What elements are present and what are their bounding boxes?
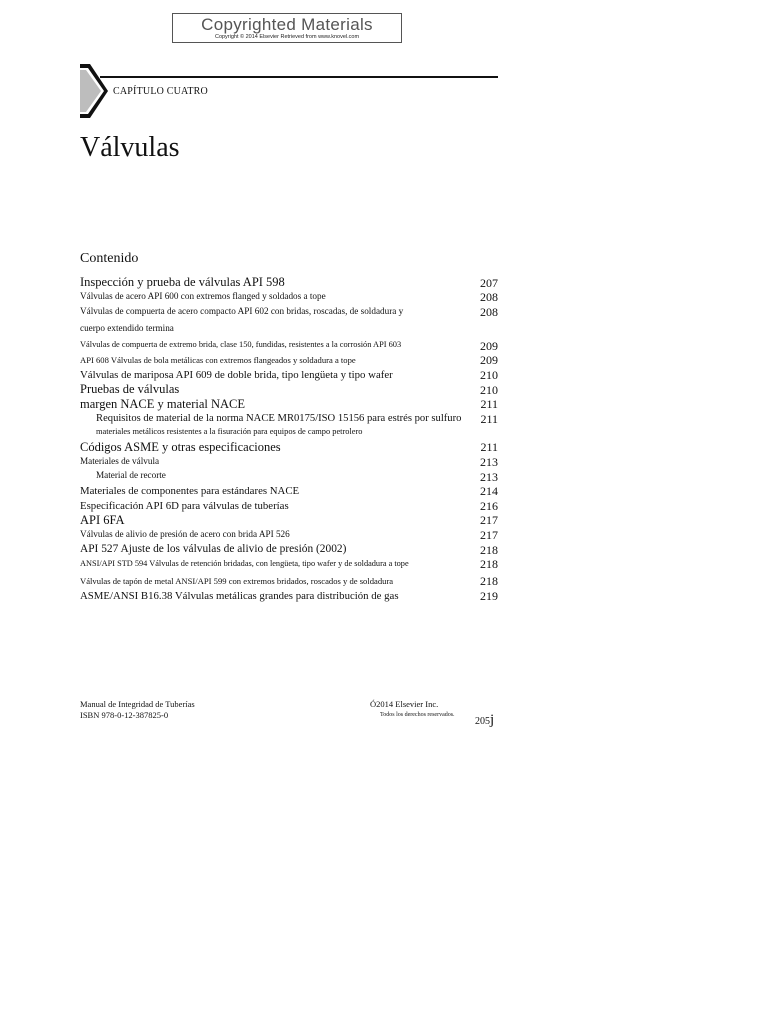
toc-entry[interactable] [80, 335, 500, 352]
chapter-rule [100, 76, 498, 78]
chapter-chevron-icon [80, 64, 110, 118]
toc-entry-page: 209 [480, 353, 498, 368]
footer-copyright-line: Ó2014 Elsevier Inc. [370, 699, 439, 709]
toc-entry-title: margen NACE y material NACE [80, 396, 246, 411]
toc-entry-title: Válvulas de compuerta de extremo brida, clase 150, fundidas, resistentes a la corrosión API 603 [80, 340, 402, 350]
toc-entry-title: Códigos ASME y otras especificaciones [80, 439, 281, 454]
toc-entry-title: Válvulas de compuerta de acero compacto API 602 con bridas, roscadas, de soldadura y [80, 305, 404, 316]
toc-entry-title: materiales metálicos resistentes a la fisuración para equipos de campo petrolero [96, 427, 363, 437]
toc-entry[interactable] [80, 396, 500, 411]
toc-entry-page: 217 [480, 527, 498, 542]
toc-entry[interactable] [80, 352, 500, 367]
toc-entry-page: 217 [480, 513, 498, 528]
toc-entry[interactable] [80, 587, 500, 602]
toc-entry[interactable] [80, 410, 500, 425]
toc-entry-title: API 608 Válvulas de bola metálicas con extremos flangeados y soldadura a tope [80, 354, 356, 365]
toc-entry-title: ASME/ANSI B16.38 Válvulas metálicas grandes para distribución de gas [80, 589, 399, 602]
toc-entry[interactable] [80, 381, 500, 396]
chapter-title: Válvulas [80, 132, 180, 163]
toc-entry-title: Válvulas de tapón de metal ANSI/API 599 con extremos bridados, roscados y de soldadura [80, 575, 394, 586]
banner-title: Copyrighted Materials [201, 15, 373, 34]
toc-entry-title: Válvulas de alivio de presión de acero con brida API 526 [80, 528, 290, 539]
toc-entry[interactable] [80, 512, 500, 527]
toc-entry-title: cuerpo extendido termina [80, 322, 174, 333]
page-number [475, 712, 494, 729]
footer-copyright [370, 699, 455, 720]
page-mark: j [490, 712, 495, 728]
copyright-banner [172, 13, 402, 43]
toc-entry-page: 218 [480, 557, 498, 572]
footer-book-info [80, 699, 195, 720]
toc-entry-page: 213 [480, 469, 498, 484]
toc-entry[interactable] [80, 303, 500, 318]
toc-entry[interactable] [80, 556, 500, 571]
toc-entry-title: ANSI/API STD 594 Válvulas de retención bridadas, con lengüeta, tipo wafer y de soldadura a tope [80, 558, 409, 568]
contents-heading: Contenido [80, 251, 139, 266]
toc-entry-page: 214 [480, 484, 498, 499]
toc-entry-title: Materiales de válvula [80, 455, 160, 466]
toc-entry[interactable] [80, 318, 500, 335]
toc-entry-title: Válvulas de acero API 600 con extremos flanged y soldados a tope [80, 290, 326, 301]
toc-entry[interactable] [80, 439, 500, 454]
table-of-contents [80, 274, 500, 602]
toc-entry[interactable] [80, 289, 500, 304]
toc-entry-page: 211 [480, 397, 498, 412]
banner-subtitle: Copyright © 2014 Elsevier Retrieved from www.knovel.com [214, 34, 360, 40]
toc-entry[interactable] [80, 366, 500, 381]
chapter-label: CAPÍTULO CUATRO [113, 86, 208, 97]
toc-entry-page: 207 [480, 275, 498, 290]
toc-entry-page: 219 [480, 588, 498, 603]
toc-entry[interactable] [80, 541, 500, 556]
toc-entry-page: 216 [480, 498, 498, 513]
toc-entry-page: 208 [480, 304, 498, 319]
page-number-value: 205 [475, 716, 490, 727]
footer-isbn: ISBN 978-0-12-387825-0 [80, 709, 169, 720]
toc-entry-page: 210 [480, 382, 498, 397]
toc-entry-title: Inspección y prueba de válvulas API 598 [80, 275, 285, 290]
toc-entry-page: 218 [480, 574, 498, 589]
footer-book-title: Manual de Integridad de Tuberías [80, 699, 195, 709]
toc-entry-title: API 527 Ajuste de los válvulas de alivio de presión (2002) [80, 543, 347, 556]
toc-entry[interactable] [80, 483, 500, 498]
footer-rights: Todos los derechos reservados. [380, 711, 455, 718]
toc-entry-title: Pruebas de válvulas [80, 382, 180, 397]
toc-entry-title: Material de recorte [96, 470, 166, 481]
toc-entry[interactable] [80, 274, 500, 289]
toc-entry-page: 209 [480, 338, 498, 353]
toc-entry-page: 211 [480, 440, 498, 455]
toc-entry[interactable] [80, 570, 500, 587]
toc-entry[interactable] [80, 453, 500, 468]
toc-entry-title: Válvulas de mariposa API 609 de doble brida, tipo lengüeta y tipo wafer [80, 369, 393, 382]
toc-entry-page: 208 [480, 290, 498, 305]
toc-entry[interactable] [80, 526, 500, 541]
toc-entry-page: 210 [480, 367, 498, 382]
toc-entry-title: Materiales de componentes para estándares NACE [80, 485, 300, 498]
toc-entry[interactable] [80, 497, 500, 512]
toc-entry-page: 211 [480, 411, 498, 426]
toc-entry[interactable] [80, 468, 500, 483]
toc-entry-title: API 6FA [80, 512, 125, 527]
toc-entry-page: 218 [480, 542, 498, 557]
toc-entry[interactable] [80, 425, 500, 439]
toc-entry-title: Especificación API 6D para válvulas de tuberías [80, 499, 289, 512]
toc-entry-title: Requisitos de material de la norma NACE MR0175/ISO 15156 para estrés por sulfuro [96, 413, 462, 425]
toc-entry-page: 213 [480, 454, 498, 469]
